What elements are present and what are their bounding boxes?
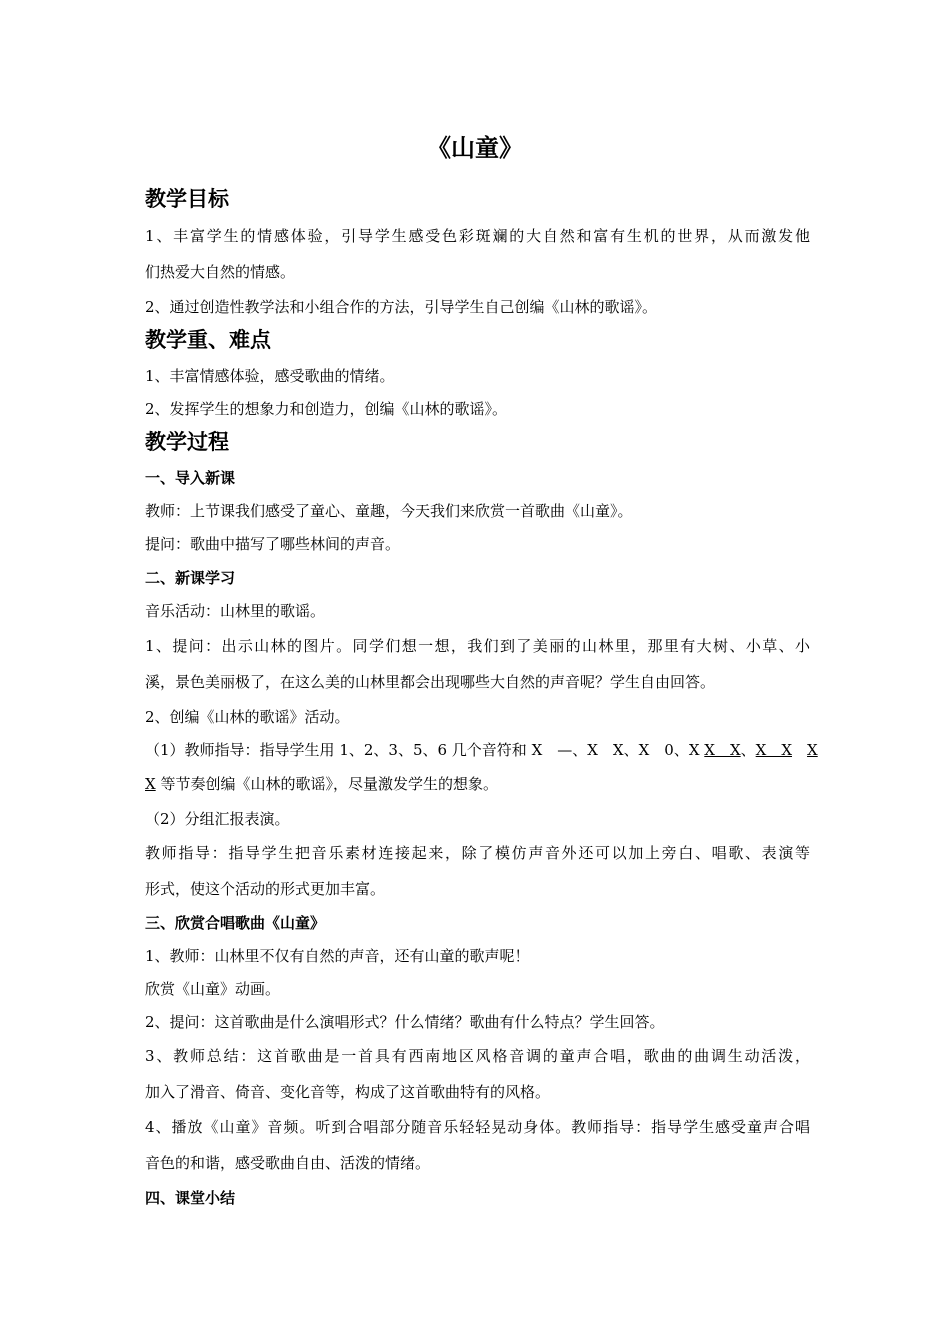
part1-line1: 教师：上节课我们感受了童心、童趣，今天我们来欣赏一首歌曲《山童》。 [145, 502, 633, 520]
part3-item3-line1: 3、教师总结：这首歌曲是一首具有西南地区风格音调的童声合唱，歌曲的曲调生动活泼， [145, 1047, 810, 1065]
part2-heading: 二、新课学习 [145, 569, 236, 587]
goals-item1-line1: 1、丰富学生的情感体验，引导学生感受色彩斑斓的大自然和富有生机的世界，从而激发他 [145, 227, 810, 245]
goals-heading: 教学目标 [145, 186, 229, 211]
rhythm-underlined-1: X X [704, 741, 741, 759]
goals-item1-line2: 们热爱大自然的情感。 [145, 263, 296, 281]
rhythm-space [792, 741, 807, 759]
process-heading: 教学过程 [145, 429, 229, 454]
rhythm-underlined-2: X X [755, 741, 793, 759]
part3-item4-line2: 音色的和谐，感受歌曲自由、活泼的情绪。 [145, 1154, 431, 1172]
part3-heading: 三、欣赏合唱歌曲《山童》 [145, 914, 326, 932]
rhythm-underlined-3: X [807, 741, 818, 759]
part2-item1-line1: 1、提问：出示山林的图片。同学们想一想，我们到了美丽的山林里，那里有大树、小草、小 [145, 637, 810, 655]
part2-sub1-line2 [145, 773, 810, 795]
part2-teacher-line2: 形式，使这个活动的形式更加丰富。 [145, 880, 386, 898]
part2-teacher-line1: 教师指导：指导学生把音乐素材连接起来，除了模仿声音外还可以加上旁白、唱歌、表演等 [145, 844, 810, 862]
key-points-item2: 2、发挥学生的想象力和创造力，创编《山林的歌谣》。 [145, 400, 508, 418]
part2-item1-line2: 溪，景色美丽极了，在这么美的山林里都会出现哪些大自然的声音呢？学生自由回答。 [145, 673, 716, 691]
part3-item2: 2、提问：这首歌曲是什么演唱形式？什么情绪？歌曲有什么特点？学生回答。 [145, 1013, 665, 1031]
part3-item3-line2: 加入了滑音、倚音、变化音等，构成了这首歌曲特有的风格。 [145, 1083, 551, 1101]
part2-line1: 音乐活动：山林里的歌谣。 [145, 602, 326, 620]
part3-item1: 1、教师：山林里不仅有自然的声音，还有山童的歌声呢！ [145, 947, 530, 965]
sub1-text-2: 等节奏创编《山林的歌谣》，尽量激发学生的想象。 [155, 775, 498, 793]
part2-item2: 2、创编《山林的歌谣》活动。 [145, 708, 350, 726]
part4-heading: 四、课堂小结 [145, 1189, 236, 1207]
part1-line2: 提问：歌曲中描写了哪些林间的声音。 [145, 535, 401, 553]
part3-item4-line1: 4、播放《山童》音频。听到合唱部分随音乐轻轻晃动身体。教师指导：指导学生感受童声合唱 [145, 1118, 810, 1136]
rhythm-underlined-4: X [145, 775, 156, 793]
page-title: 《山童》 [427, 133, 523, 162]
sub1-text: （1）教师指导：指导学生用 1、2、3、5、6 几个音符和 X —、X X、X 0、X [145, 741, 705, 759]
key-points-item1: 1、丰富情感体验，感受歌曲的情绪。 [145, 367, 395, 385]
part2-sub1-line1 [145, 739, 818, 761]
part2-sub2: （2）分组汇报表演。 [145, 810, 290, 828]
key-points-heading: 教学重、难点 [145, 327, 271, 352]
part3-line1: 欣赏《山童》动画。 [145, 980, 281, 998]
rhythm-separator: 、 [740, 741, 756, 759]
part1-heading: 一、导入新课 [145, 469, 236, 487]
goals-item2: 2、通过创造性教学法和小组合作的方法，引导学生自己创编《山林的歌谣》。 [145, 298, 658, 316]
